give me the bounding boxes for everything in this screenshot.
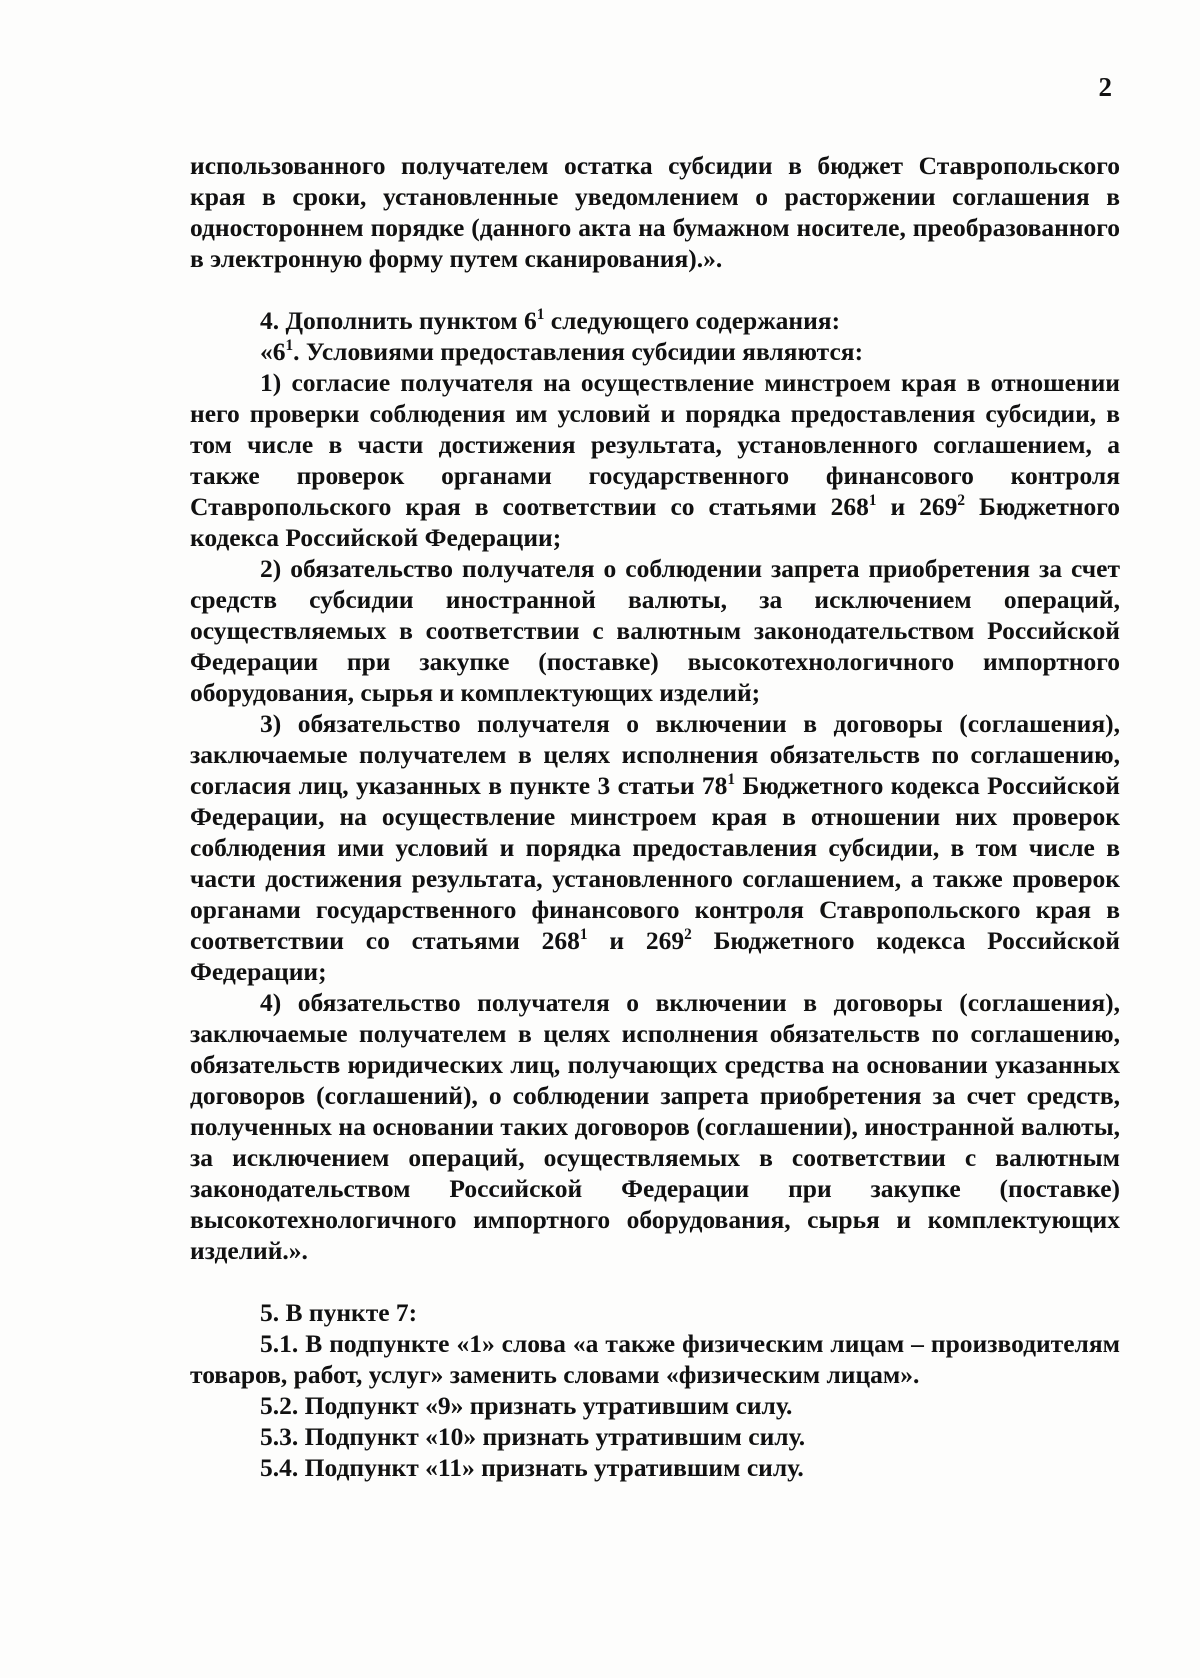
paragraph-continuation: использованного получателем остатка субсидии в бюджет Ставропольского края в сроки, установленные уведомлением о расторжении соглашения в одностороннем порядке (данного акта на бумажном носителе, преобразованного в электронную форму путем сканирования).». xyxy=(190,151,1120,273)
paragraph-condition-4: 4) обязательство получателя о включении в договоры (соглашения), заключаемые получателем в целях исполнения обязательств по соглашению, обязательств юридических лиц, получающих средства на основании указанных договоров (соглашений), о соблюдении запрета приобретения за счет средств, полученных на основании таких договоров (соглашении), иностранной валюты, за исключением операций, осуществляемых в соответствии с валютным законодательством Российской Федерации при закупке (поставке) высокотехнологичного импортного оборудования, сырья и комплектующих изделий.». xyxy=(190,988,1120,1265)
paragraph-item-5-1: 5.1. В подпункте «1» слова «а также физическим лицам – производителям товаров, работ, услуг» заменить словами «физическим лицам». xyxy=(190,1329,1120,1389)
paragraph-condition-3: 3) обязательство получателя о включении в договоры (соглашения), заключаемые получателем в целях исполнения обязательств по соглашению, согласия лиц, указанных в пункте 3 статьи $78^1$ Бюджетного кодекса Российской Федерации, на осуществление минстроем края в отношении них проверок соблюдения ими условий и порядка предоставления субсидии, в том числе в части достижения результата, установленного соглашением, а также проверок органами государственного финансового контроля Ставропольского края в соответствии со статьями $268^1$ и $269^2$ Бюджетного кодекса Российской Федерации; xyxy=(190,709,1120,986)
paragraph-item-5-3: 5.3. Подпункт «10» признать утратившим силу. xyxy=(260,1422,806,1451)
paragraph-condition-1: 1) согласие получателя на осуществление минстроем края в отношении него проверки соблюдения им условий и порядка предоставления субсидии, в том числе в части достижения результата, установленного соглашением, а также проверок органами государственного финансового контроля Ставропольского края в соответствии со статьями $268^1$ и $269^2$ Бюджетного кодекса Российской Федерации; xyxy=(190,368,1120,552)
paragraph-item-5-2: 5.2. Подпункт «9» признать утратившим силу. xyxy=(260,1391,793,1420)
paragraph-condition-2: 2) обязательство получателя о соблюдении запрета приобретения за счет средств субсидии иностранной валюты, за исключением операций, осуществляемых в соответствии с валютным законодательством Российской Федерации при закупке (поставке) высокотехнологичного импортного оборудования, сырья и комплектующих изделий; xyxy=(190,554,1120,707)
paragraph-item-5: 5. В пункте 7: xyxy=(260,1298,418,1327)
paragraph-item-4: 4. Дополнить пунктом $6^1$ следующего содержания: xyxy=(260,306,841,335)
page-number: 2 xyxy=(1098,72,1112,102)
paragraph-item-5-4: 5.4. Подпункт «11» признать утратившим силу. xyxy=(260,1453,804,1482)
paragraph-6-1-heading: «$6^1$. Условиями предоставления субсидии являются: xyxy=(260,337,864,366)
document-body xyxy=(190,150,1120,1483)
